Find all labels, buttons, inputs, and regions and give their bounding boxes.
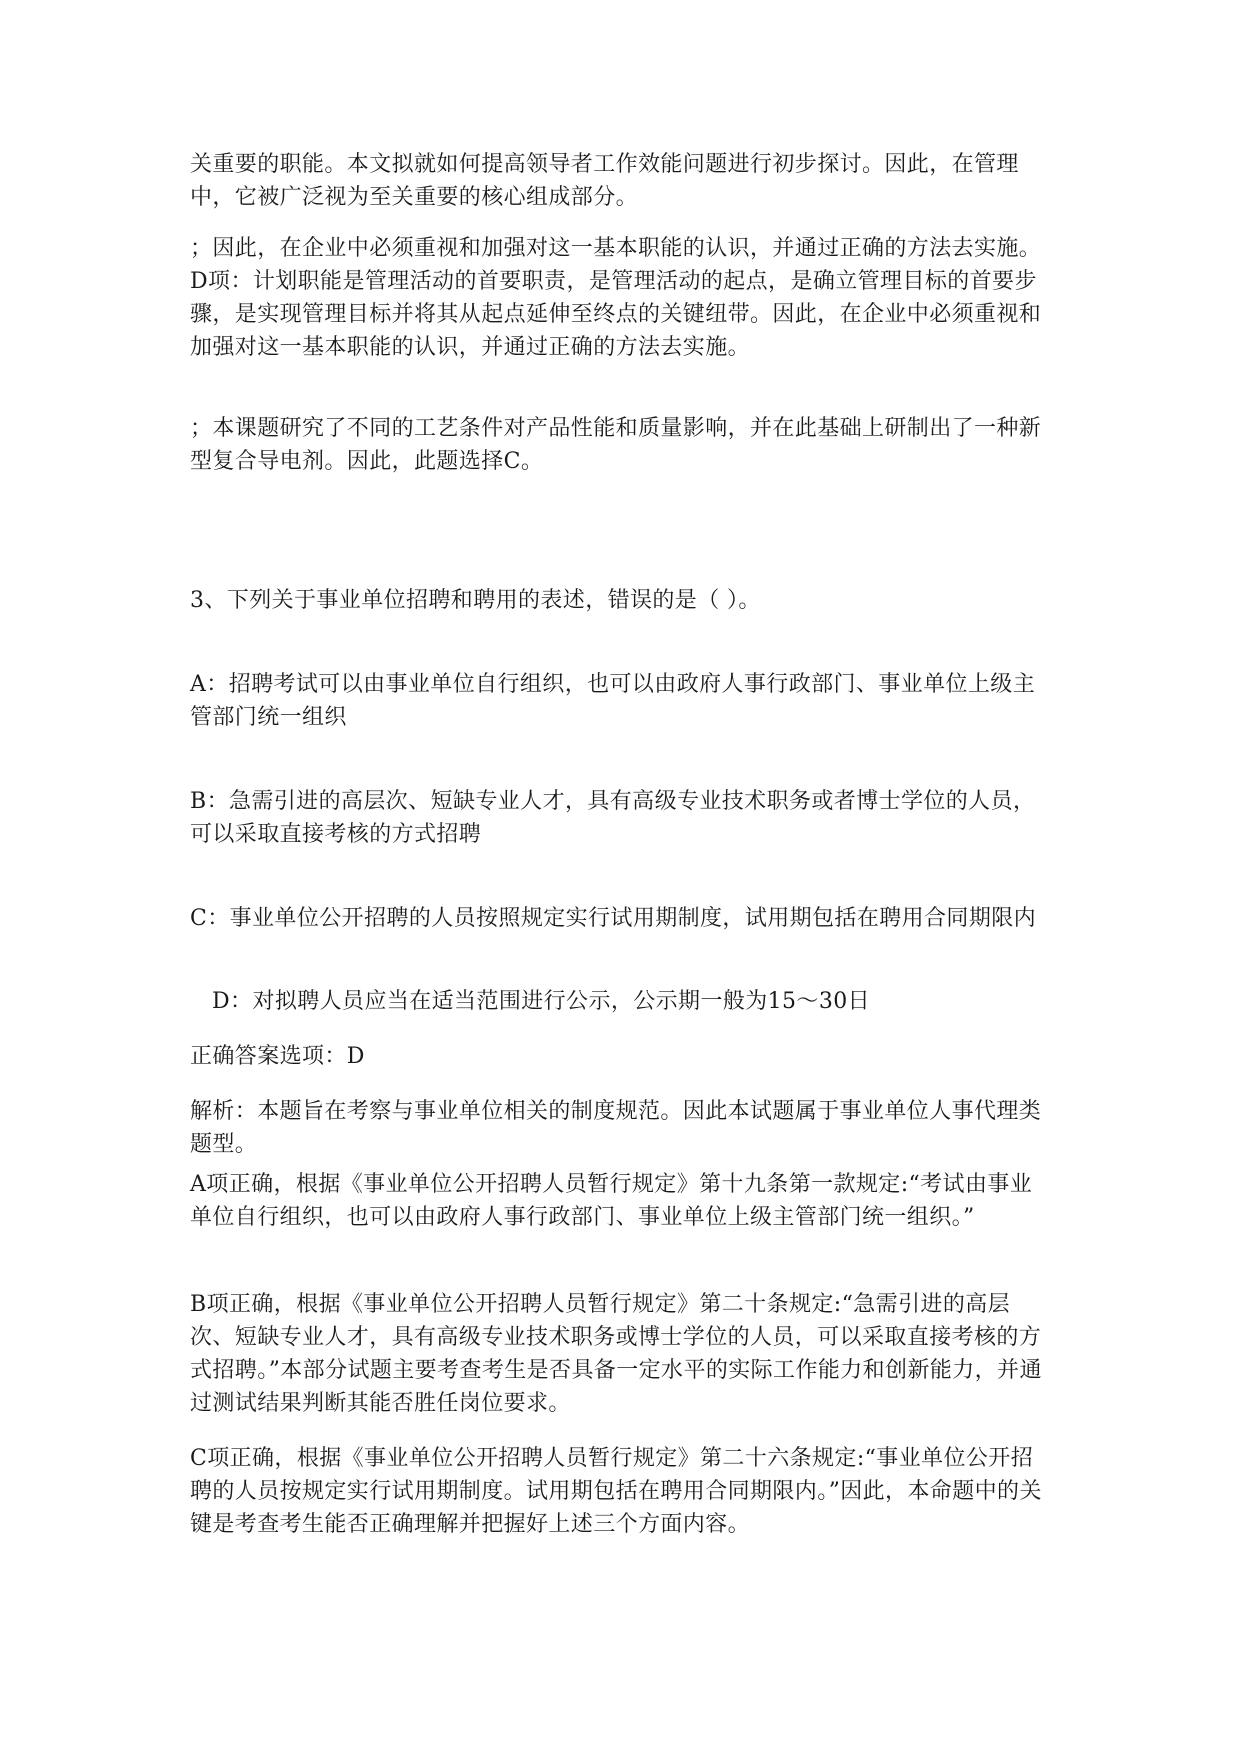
analysis-a: A项正确，根据《事业单位公开招聘人员暂行规定》第十九条第一款规定:“考试由事业单位自行组织，也可以由政府人事行政部门、事业单位上级主管部门统一组织。”: [190, 1172, 1033, 1230]
answer-line: 正确答案选项：D: [190, 1044, 365, 1069]
paragraph-1: 关重要的职能。本文拟就如何提高领导者工作效能问题进行初步探讨。因此，在管理中，它被广泛视为至关重要的核心组成部分。: [190, 152, 1019, 210]
option-c: C：事业单位公开招聘的人员按照规定实行试用期制度，试用期包括在聘用合同期限内: [190, 906, 1037, 931]
analysis-b: B项正确，根据《事业单位公开招聘人员暂行规定》第二十条规定:“急需引进的高层次、短缺专业人才，具有高级专业技术职务或博士学位的人员，可以采取直接考核的方式招聘。”本部分试题主要考查考生是否具备一定水平的实际工作能力和创新能力，并通过测试结果判断其能否胜任岗位要求。: [190, 1292, 1042, 1416]
option-b: B：急需引进的高层次、短缺专业人才，具有高级专业技术职务或者博士学位的人员，可以采取直接考核的方式招聘: [190, 789, 1036, 847]
paragraph-2: ；因此，在企业中必须重视和加强对这一基本职能的认识，并通过正确的方法去实施。D项：计划职能是管理活动的首要职责，是管理活动的起点，是确立管理目标的首要步骤，是实现管理目标并将其从起点延伸至终点的关键纽带。因此，在企业中必须重视和加强对这一基本职能的认识，并通过正确的方法去实施。: [190, 236, 1042, 360]
analysis-intro: 解析：本题旨在考察与事业单位相关的制度规范。因此本试题属于事业单位人事代理类题型。: [190, 1099, 1042, 1157]
option-d: D：对拟聘人员应当在适当范围进行公示，公示期一般为15～30日: [212, 989, 871, 1014]
question-stem: 3、下列关于事业单位招聘和聘用的表述，错误的是（ ）。: [190, 588, 761, 613]
analysis-c: C项正确，根据《事业单位公开招聘人员暂行规定》第二十六条规定:“事业单位公开招聘的人员按规定实行试用期制度。试用期包括在聘用合同期限内。”因此，本命题中的关键是考查考生能否正确理解并把握好上述三个方面内容。: [190, 1446, 1042, 1537]
option-a: A：招聘考试可以由事业单位自行组织，也可以由政府人事行政部门、事业单位上级主管部门统一组织: [190, 672, 1036, 730]
paragraph-3: ；本课题研究了不同的工艺条件对产品性能和质量影响，并在此基础上研制出了一种新型复合导电剂。因此，此题选择C。: [190, 416, 1042, 474]
